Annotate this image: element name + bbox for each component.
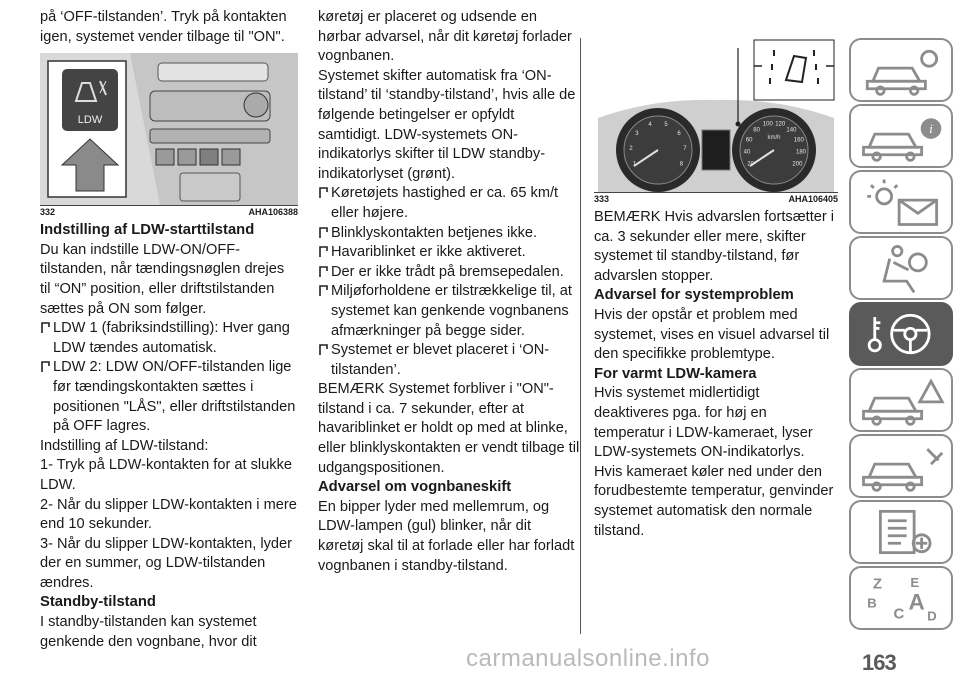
ldw-switch-illustration (40, 53, 298, 205)
figure-caption (40, 207, 298, 218)
svg-text:D: D (927, 608, 937, 624)
gauge-tick-label: 6 (677, 131, 681, 138)
paragraph: BEMÆRK Hvis advarslen fortsætter i ca. 3 sekunder eller mere, skifter systemet til standby-tilstand, før advarslen stopper. (594, 209, 835, 284)
tab-emergency[interactable] (849, 368, 953, 432)
gauge-tick-label: 80 (753, 127, 760, 134)
tab-seats-airbags[interactable] (849, 236, 953, 300)
tab-index[interactable] (849, 566, 953, 630)
column-1 (40, 8, 298, 652)
bullet-item: Miljøforholdene er tilstrækkelige til, at systemet kan genkende vognbanens afmærkninger på begge sider. (318, 282, 580, 341)
figure-caption (594, 194, 838, 205)
svg-text:B: B (867, 595, 877, 611)
paragraph: Systemet skifter automatisk fra ‘ON-tilstand’ til ‘standby-tilstand’, hvis alle de følgende betingelser er opfyldt samtidigt. LDW-systemets ON-indikatorlys skifter til LDW standby-indikatorlyset (grønt). (318, 67, 576, 182)
bullet-item: Blinklyskontakten betjenes ikke. (318, 224, 580, 244)
car-info-icon (851, 106, 951, 166)
gauge-tick-label: 3 (635, 131, 639, 138)
alphabet-index-icon (851, 568, 951, 628)
tab-safety[interactable] (849, 104, 953, 168)
svg-text:i: i (929, 121, 933, 137)
seat-airbag-icon (851, 238, 951, 298)
bullet-item: LDW 2: LDW ON/OFF-tilstanden lige før tændingskontakten sættes i positionen "LÅS", eller driftstilstanden på OFF lagres. (40, 358, 298, 436)
gauge-tick-label: 120 (775, 121, 786, 128)
car-dashboard-icon (851, 40, 951, 100)
tab-starting-driving[interactable] (849, 302, 953, 366)
gauge-tick-label: 2 (629, 146, 633, 152)
bullet-tick-icon (40, 359, 51, 373)
tab-technical-data[interactable] (849, 500, 953, 564)
figure-333-instrument-cluster (594, 38, 838, 193)
column-3 (594, 38, 838, 541)
bullet-item: Havariblinket er ikke aktiveret. (318, 243, 580, 263)
gauge-tick-label: 7 (683, 146, 687, 152)
bullet-tick-icon (318, 244, 329, 258)
paragraph: Indstilling af LDW-tilstand: (40, 437, 209, 454)
car-service-icon (851, 436, 951, 496)
gauge-tick-label: 8 (679, 161, 684, 168)
intro-paragraph: på ‘OFF-tilstanden’. Tryk på kontakten igen, systemet vender tilbage til "ON". (40, 9, 287, 45)
heading-system-problem: Advarsel for systemproblem (594, 287, 794, 304)
steering-wheel-key-icon (851, 304, 951, 364)
bullet-tick-icon (318, 342, 329, 356)
heading-standby: Standby-tilstand (40, 594, 156, 611)
paragraph: køretøj er placeret og udsende en hørbar advarsel, når dit køretøj forlader vognbanen. (318, 9, 572, 65)
tab-warning-lights[interactable] (849, 170, 953, 234)
paragraph: Hvis der opstår et problem med systemet, vises en visuel advarsel til den specifikke problemtype. (594, 306, 830, 363)
tab-dashboard[interactable] (849, 38, 953, 102)
figure-code: AHA106388 (248, 207, 298, 218)
column-2 (318, 8, 580, 576)
technical-data-list-icon (851, 502, 951, 562)
step-1: 1- Tryk på LDW-kontakten for at slukke LDW. (40, 457, 292, 493)
speed-unit-label: km/h (767, 135, 781, 141)
bullet-item: Der er ikke trådt på bremsepedalen. (318, 263, 580, 283)
svg-text:Z: Z (872, 575, 883, 593)
ldw-button-label: LDW (77, 114, 103, 127)
step-2: 2- Når du slipper LDW-kontakten i mere end 10 sekunder. (40, 496, 297, 533)
bullet-tick-icon (318, 225, 329, 239)
column-divider (580, 38, 581, 634)
paragraph: Hvis systemet midlertidigt deaktiveres pga. for høj en temperatur i LDW-kameraet, lyser LDW-systemets ON-indikatorlys. (594, 385, 813, 461)
gauge-tick-label: 40 (743, 149, 751, 156)
heading-start-mode: Indstilling af LDW-starttilstand (40, 222, 255, 239)
gauge-tick-label: 140 (786, 127, 797, 134)
bullet-tick-icon (318, 185, 329, 199)
svg-text:A: A (908, 589, 925, 615)
bullet-item: Køretøjets hastighed er ca. 65 km/t eller højere. (318, 184, 580, 223)
svg-text:C: C (893, 605, 905, 623)
watermark: carmanualsonline.info (466, 645, 710, 672)
warning-light-envelope-icon (851, 172, 951, 232)
bullet-tick-icon (318, 264, 329, 278)
figure-number: 332 (40, 207, 56, 218)
gauge-tick-label: 5 (664, 122, 668, 129)
gauge-tick-label: 1 (632, 161, 637, 168)
tab-maintenance[interactable] (849, 434, 953, 498)
gauge-tick-label: 100 (762, 121, 773, 128)
gauge-tick-label: 4 (648, 122, 652, 129)
gauge-tick-label: 200 (792, 161, 803, 168)
bullet-item: Systemet er blevet placeret i ‘ON-tilstanden’. (318, 341, 580, 380)
figure-number: 333 (594, 194, 610, 204)
paragraph: I standby-tilstanden kan systemet genkende den vognbane, hvor dit (40, 614, 257, 650)
heading-lane-warning: Advarsel om vognbaneskift (318, 479, 512, 496)
heading-camera-hot: For varmt LDW-kamera (594, 365, 757, 382)
step-3: 3- Når du slipper LDW-kontakten, lyder der en summer, og LDW-tilstanden ændres. (40, 535, 292, 591)
paragraph: Du kan indstille LDW-ON/OFF-tilstanden, når tændingsnøglen drejes til “ON” position, eller driftstilstanden sættes på ON som følger. (40, 241, 285, 317)
gauge-tick-label: 60 (745, 137, 753, 144)
bullet-tick-icon (40, 320, 51, 334)
paragraph: BEMÆRK Systemet forbliver i "ON"-tilstand i ca. 7 sekunder, efter at havariblinket er holdt op med at blinke, eller blinklyskontakten er vendt tilbage til udgangspositionen. (318, 381, 580, 476)
figure-332-ldw-switch (40, 53, 298, 206)
gauge-tick-label: 160 (793, 137, 804, 144)
instrument-cluster-illustration (594, 38, 838, 192)
bullet-item: LDW 1 (fabriksindstilling): Hver gang LDW tændes automatisk. (40, 319, 298, 358)
page-number: 163 (862, 650, 896, 675)
car-warning-icon (851, 370, 951, 430)
paragraph: Hvis kameraet køler ned under den forudbestemte temperatur, genvinder systemet automatisk den normale tilstand. (594, 463, 834, 539)
figure-code: AHA106405 (788, 194, 838, 204)
paragraph: En bipper lyder med mellemrum, og LDW-lampen (gul) blinker, når dit køretøj skal til at forlade eller har forladt vognbanen i standby-tilstand. (318, 498, 575, 574)
gauge-tick-label: 180 (795, 149, 807, 156)
svg-text:E: E (910, 574, 920, 590)
bullet-tick-icon (318, 283, 329, 297)
gauge-tick-label: 20 (747, 161, 754, 168)
